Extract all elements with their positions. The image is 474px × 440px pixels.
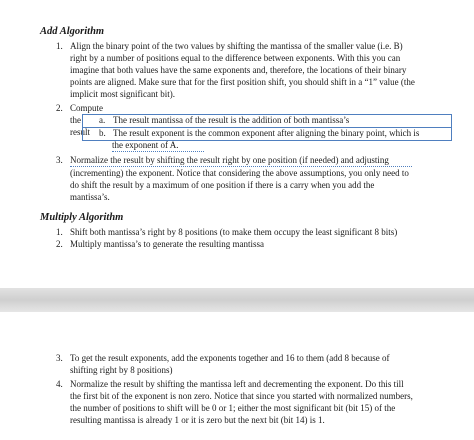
sub-step-b-text: The result exponent is the common exponent after aligning the binary point, which is [113,128,420,138]
text-line: do shift the result by a maximum of one position if there is a carry when you add the [70,180,375,190]
text-line: the first bit of the exponent is non zero. Notice that since you started with normalized numbers, [70,391,413,401]
text-line: Normalize the result by shifting the result right by one position (if needed) and adjusting [70,154,412,167]
text-line: To get the result exponents, add the exponents together and 16 to them (add 8 because of [70,353,390,363]
text-line: the number of positions to shift will be 0 or 1; either the most significant bit (bit 15) of the [70,403,396,413]
text-line: the exponent of A. [112,140,179,150]
page-break [0,288,474,312]
multiply-algorithm-heading: Multiply Algorithm [40,212,124,223]
sub-step-a-text: The result mantissa of the result is the addition of both mantissa’s [113,115,350,125]
text-line: (incrementing) the exponent. Notice that considering the above assumptions, you only need to [70,168,409,178]
step-number: 2. [56,239,63,249]
text-line: implicit most significant bit). [70,89,175,99]
multiply-step-4-text [70,378,452,426]
text-line: mantissa’s. [70,192,110,202]
text-line: Align the binary point of the two values by shifting the mantissa of the smaller value (i.e. B) [70,41,403,51]
add-algorithm-heading: Add Algorithm [40,26,105,37]
step-number: 3. [56,353,63,363]
multiply-step-3-text [70,352,452,376]
add-step-1-text [70,40,452,100]
text-line: points are aligned. Make sure that for the first position shift, you should shift in a “1” value (the [70,77,415,87]
add-step-2-text: Compute the result [70,103,103,137]
step-number: 1. [56,227,63,237]
step-number: 4. [56,379,63,389]
multiply-step-2-text: Multiply mantissa’s to generate the resulting mantissa [70,239,264,249]
document-page-2 [0,312,474,440]
multiply-step-1-text: Shift both mantissa’s right by 8 positions (to make them occupy the least significant 8 bits) [70,227,398,237]
step-number: 3. [56,155,63,165]
sub-step-number: a. [99,115,106,125]
sub-step-b-continuation [112,139,204,152]
text-line: resulting mantissa is already 1 or it is zero but the next bit (bit 14) is 1. [70,415,325,425]
text-line: right by a number of positions equal to the difference between exponents. With this you can [70,53,401,63]
text-line: Normalize the result by shifting the mantissa left and decrementing the exponent. Do this till [70,379,404,389]
add-step-3-text [70,154,452,203]
step-number: 1. [56,41,63,51]
sub-step-a-highlight [82,114,452,128]
text-line: shifting right by 8 positions) [70,365,173,375]
text-line: imagine that both values have the same exponents and, therefore, the locations of their binary [70,65,407,75]
sub-step-number: b. [99,128,106,138]
step-number: 2. [56,103,63,113]
